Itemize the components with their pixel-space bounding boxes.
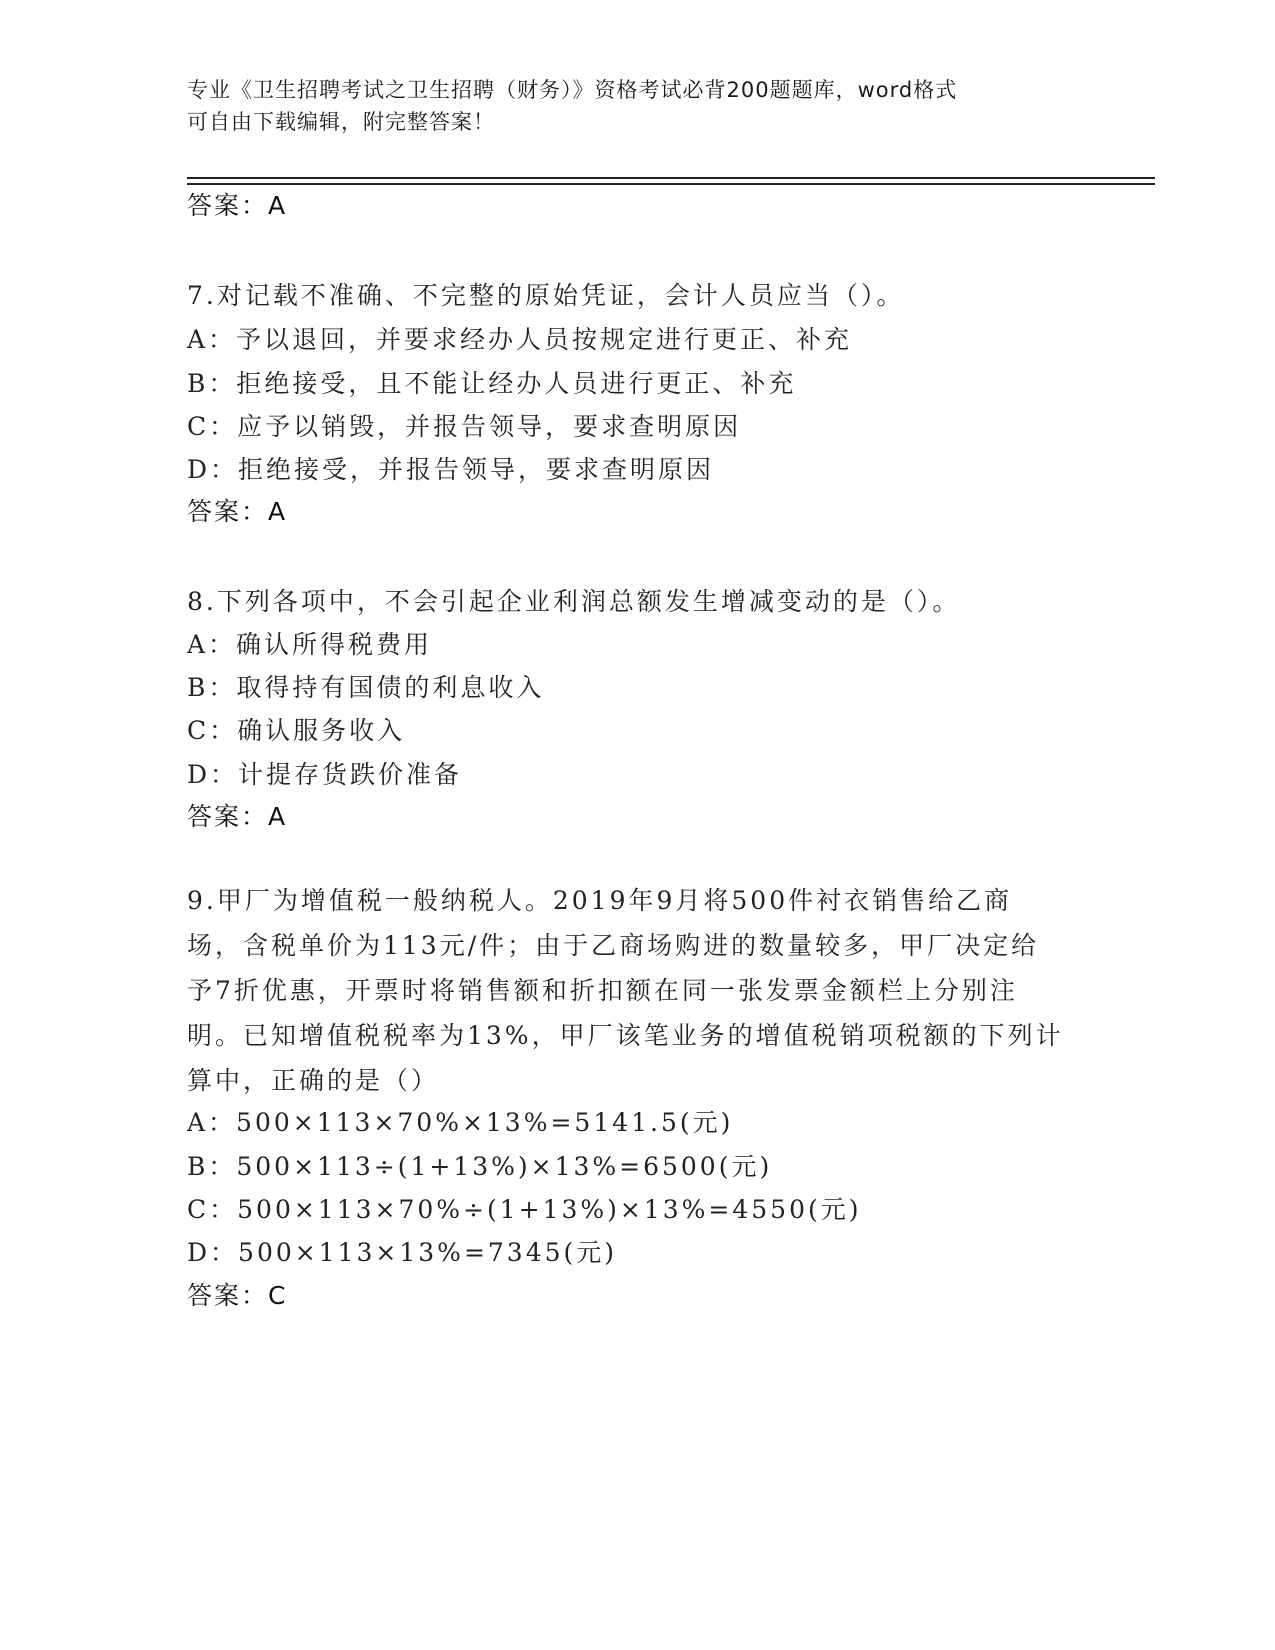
q7-option-c: C：应予以销毁，并报告领导，要求查明原因	[187, 412, 742, 441]
q9-option-c: C：500×113×70%÷(1+13%)×13%=4550(元)	[187, 1195, 862, 1224]
q7-answer: 答案：A	[187, 497, 288, 526]
q7-option-b: B：拒绝接受，且不能让经办人员进行更正、补充	[187, 369, 797, 398]
q8-answer: 答案：A	[187, 802, 288, 831]
q9-stem: 9.甲厂为增值税一般纳税人。2019年9月将500件衬衣销售给乙商场，含税单价为113元/件；由于乙商场购进的数量较多，甲厂决定给予7折优惠，开票时将销售额和折扣额在同一张发票金额栏上分别注明。已知增值税税率为13%，甲厂该笔业务的增值税销项税额的下列计算中，正确的是（）	[187, 886, 1064, 1095]
q9-option-a: A：500×113×70%×13%=5141.5(元)	[187, 1108, 734, 1137]
q8-option-d: D：计提存货跌价准备	[187, 760, 463, 789]
q8-option-c: C：确认服务收入	[187, 716, 406, 745]
q6-answer: 答案：A	[187, 191, 288, 220]
q8-stem: 8.下列各项中，不会引起企业利润总额发生增减变动的是（）。	[187, 587, 961, 616]
header-divider-bottom	[187, 183, 1155, 185]
q9-answer: 答案：C	[187, 1281, 288, 1310]
q7-option-a: A：予以退回，并要求经办人员按规定进行更正、补充	[187, 325, 853, 354]
q9-option-b: B：500×113÷(1+13%)×13%=6500(元)	[187, 1152, 773, 1181]
document-header	[187, 74, 1067, 138]
header-title-line2: 可自由下载编辑，附完整答案！	[187, 110, 495, 134]
header-title-line1: 专业《卫生招聘考试之卫生招聘（财务）》资格考试必背200题题库，word格式	[187, 78, 958, 102]
q8-option-b: B：取得持有国债的利息收入	[187, 673, 545, 702]
q9-option-d: D：500×113×13%=7345(元)	[187, 1238, 618, 1267]
q8-option-a: A：确认所得税费用	[187, 630, 433, 659]
header-divider-top	[187, 177, 1155, 179]
q7-stem: 7.对记载不准确、不完整的原始凭证，会计人员应当（）。	[187, 281, 905, 310]
q7-option-d: D：拒绝接受，并报告领导，要求查明原因	[187, 455, 715, 484]
